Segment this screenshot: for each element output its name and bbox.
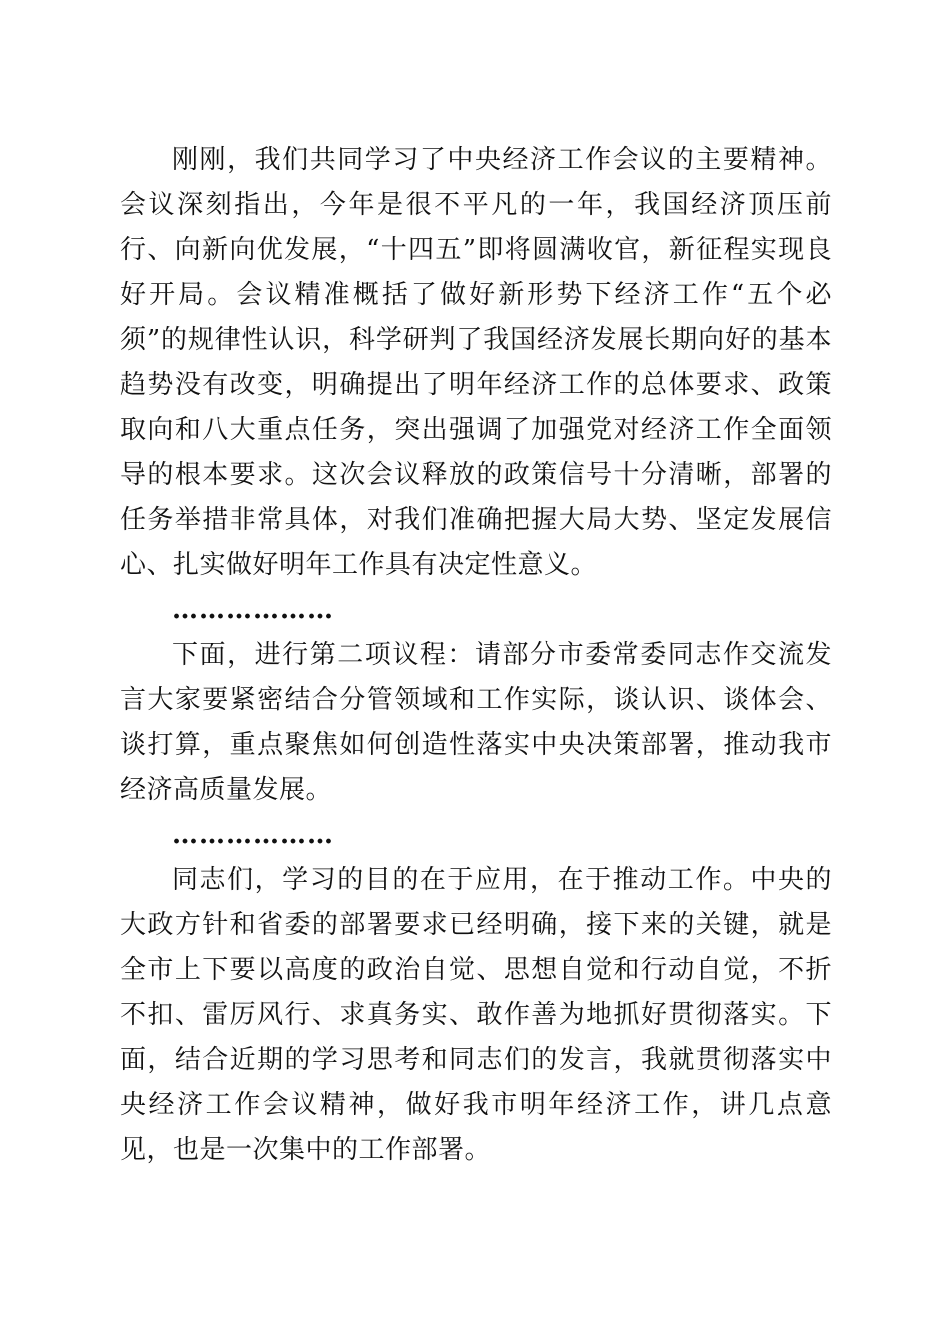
ellipsis-separator-1: ……………… [172,595,334,625]
document-body [120,138,832,1173]
paragraph-1: 刚刚，我们共同学习了中央经济工作会议的主要精神。会议深刻指出，今年是很不平凡的一年，我国经济顶压前行、向新向优发展，“十四五”即将圆满收官，新征程实现良好开局。会议精准概括了做好新形势下经济工作“五个必须”的规律性认识，科学研判了我国经济发展长期向好的基本趋势没有改变，明确提出了明年经济工作的总体要求、政策取向和八大重点任务，突出强调了加强党对经济工作全面领导的根本要求。这次会议释放的政策信号十分清晰，部署的任务举措非常具体，对我们准确把握大局大势、坚定发展信心、扎实做好明年工作具有决定性意义。 [120,145,832,580]
paragraph-3: 同志们，学习的目的在于应用，在于推动工作。中央的大政方针和省委的部署要求已经明确，接下来的关键，就是全市上下要以高度的政治自觉、思想自觉和行动自觉，不折不扣、雷厉风行、求真务实、敢作善为地抓好贯彻落实。下面，结合近期的学习思考和同志们的发言，我就贯彻落实中央经济工作会议精神，做好我市明年经济工作，讲几点意见，也是一次集中的工作部署。 [120,865,832,1165]
paragraph-2: 下面，进行第二项议程：请部分市委常委同志作交流发言大家要紧密结合分管领域和工作实际，谈认识、谈体会、谈打算，重点聚焦如何创造性落实中央决策部署，推动我市经济高质量发展。 [120,640,832,805]
ellipsis-separator-2: ……………… [172,820,334,850]
